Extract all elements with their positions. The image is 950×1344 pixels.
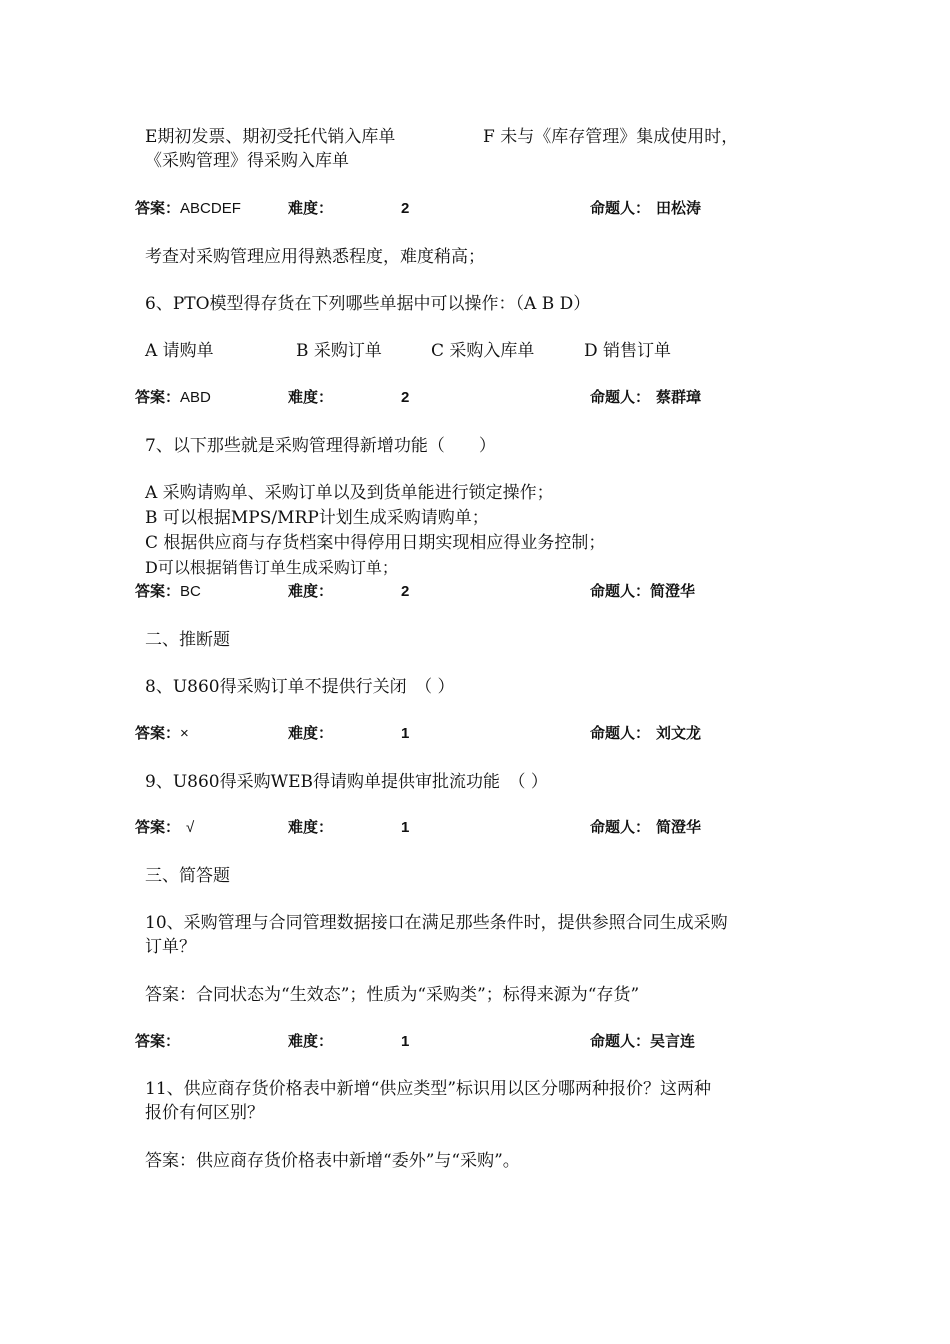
q11-answer-text: 答案：供应商存货价格表中新增“委外”与“采购”。 (145, 1151, 520, 1171)
answer-label: 答案：× (135, 725, 189, 742)
difficulty-value: 2 (401, 389, 410, 406)
q10-text-line-2: 订单？ (145, 937, 196, 957)
answer-label: 答案：ABCDEF (135, 200, 241, 217)
difficulty-label: 难度： (288, 1033, 334, 1050)
q9-meta-row (135, 817, 835, 839)
author-label: 命题人： 田松涛 (590, 200, 702, 217)
q11-text-line-1: 11、供应商存货价格表中新增“供应类型”标识用以区分哪两种报价？这两种 (145, 1079, 712, 1099)
q7-option-c: C 根据供应商与存货档案中得停用日期实现相应得业务控制； (145, 533, 606, 553)
q7-option-d: D可以根据销售订单生成采购订单； (145, 558, 398, 577)
q6-text: 6、PTO模型得存货在下列哪些单据中可以操作：（A B D） (145, 294, 591, 314)
difficulty-value: 1 (401, 1033, 410, 1050)
q10-meta-row (135, 1031, 835, 1053)
q7-text: 7、以下那些就是采购管理得新增功能（ ） (145, 436, 496, 456)
difficulty-label: 难度： (288, 583, 334, 600)
q5-option-f-continuation: 《采购管理》得采购入库单 (145, 151, 349, 171)
answer-label: 答案：BC (135, 583, 201, 600)
section-2-title: 二、推断题 (145, 630, 230, 650)
q7-option-a: A 采购请购单、采购订单以及到货单能进行锁定操作； (145, 483, 554, 503)
author-label: 命题人：简澄华 (590, 583, 696, 600)
author-label: 命题人： 简澄华 (590, 819, 702, 836)
q5-note: 考查对采购管理应用得熟悉程度，难度稍高； (145, 247, 485, 267)
difficulty-label: 难度： (288, 389, 334, 406)
q5-option-f: F 未与《库存管理》集成使用时， (483, 127, 739, 147)
q5-option-e: E期初发票、期初受托代销入库单 (145, 127, 396, 147)
q6-meta-row (135, 387, 835, 409)
difficulty-value: 2 (401, 583, 410, 600)
author-label: 命题人： 刘文龙 (590, 725, 702, 742)
q6-option-b: B 采购订单 (296, 341, 382, 361)
q10-answer-text: 答案：合同状态为“生效态”；性质为“采购类”；标得来源为“存货” (145, 985, 640, 1005)
answer-label: 答案： √ (135, 819, 195, 836)
section-3-title: 三、简答题 (145, 866, 230, 886)
difficulty-value: 1 (401, 725, 410, 742)
answer-label: 答案： (135, 1033, 181, 1050)
difficulty-label: 难度： (288, 819, 334, 836)
difficulty-label: 难度： (288, 725, 334, 742)
q10-text-line-1: 10、采购管理与合同管理数据接口在满足那些条件时，提供参照合同生成采购 (145, 913, 728, 933)
q11-text-line-2: 报价有何区别？ (145, 1103, 264, 1123)
q7-option-b: B 可以根据MPS/MRP计划生成采购请购单； (145, 508, 489, 528)
q6-option-d: D 销售订单 (584, 341, 672, 361)
difficulty-value: 2 (401, 200, 410, 217)
q8-text: 8、U860得采购订单不提供行关闭 （ ） (145, 677, 455, 697)
difficulty-value: 1 (401, 819, 410, 836)
q6-option-c: C 采购入库单 (431, 341, 535, 361)
author-label: 命题人： 蔡群璋 (590, 389, 702, 406)
answer-label: 答案：ABD (135, 389, 211, 406)
q5-meta-row (135, 198, 835, 220)
q9-text: 9、U860得采购WEB得请购单提供审批流功能 （ ） (145, 772, 548, 792)
q8-meta-row (135, 723, 835, 745)
author-label: 命题人：吴言连 (590, 1033, 696, 1050)
difficulty-label: 难度： (288, 200, 334, 217)
q7-meta-row (135, 581, 835, 603)
q6-option-a: A 请购单 (145, 341, 214, 361)
